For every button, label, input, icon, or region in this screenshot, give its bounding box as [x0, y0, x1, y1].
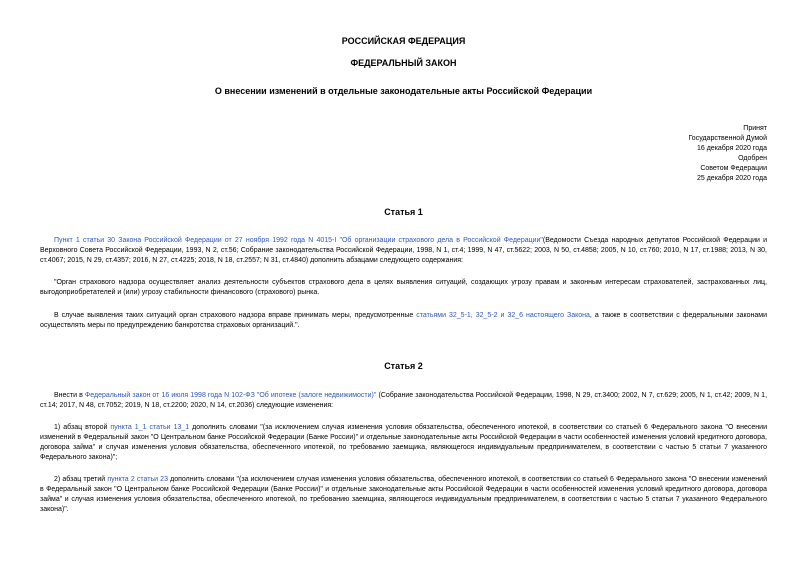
paragraph-text: , а также в соответствии с федеральными законами осуществлять меры по предупреждению банкротства страховых организаций.". — [40, 312, 767, 329]
clause-reference-link[interactable]: пункта 1_1 статьи 13_1 — [110, 424, 190, 431]
clause-reference-link[interactable]: пункта 2 статьи 23 — [107, 476, 168, 483]
adoption-line: 16 декабря 2020 года — [696, 145, 767, 152]
paragraph-text: Внести в — [54, 392, 85, 399]
article-1-paragraph-1 — [40, 236, 767, 266]
paragraph-text: В случае выявления таких ситуаций орган страхового надзора вправе принимать меры, предусмотренные — [54, 312, 417, 319]
adoption-line: Одобрен — [738, 155, 767, 162]
adoption-line: 25 декабря 2020 года — [696, 175, 767, 182]
paragraph-text: (Ведомости Съезда народных депутатов Российской Федерации и Верховного Совета Российской Федерации, 1993, N 2, ст.56; Собрание законодательства Российской Федерации, 1998, N 1, ст.4; 1999, N 47, ст.5622; 2003, N 50, ст.4858; 2005, N 10, ст.760; 2010, N 17, ст.1988; 2013, N 30, ст.4067; 2015, N 29, ст.4357; 2016, N 27, ст.4225; 2018, N 18, ст.2557; N 31, ст.4840) дополнить абзацами следующего содержания: — [40, 237, 767, 264]
federal-law-link[interactable]: Федеральный закон от 16 июля 1998 года N 102-ФЗ "Об ипотеке (залоге недвижимости)" — [84, 392, 377, 399]
article-1-heading: Статья 1 — [384, 207, 423, 217]
country-heading: РОССИЙСКАЯ ФЕДЕРАЦИЯ — [341, 36, 466, 46]
law-reference-link[interactable]: Пункт 1 статьи 30 Закона Российской Федерации от 27 ноября 1992 года N 4015-I "Об организации страхового дела в Российской Федерации" — [54, 237, 543, 244]
adoption-block — [567, 124, 767, 184]
paragraph-text: дополнить словами "(за исключением случая изменения условия обязательства, обеспеченного ипотекой, в соответствии со статьей 6 Федерального закона "О внесении изменений в Федеральный закон "О Центральном банке Российской Федерации (Банке России)" и отдельные законодательные акты Российской Федерации в части особенностей изменения условий кредитного договора, договора займа" и случая изменения условия обязательства, обеспеченного ипотекой, по требованию заемщика, являющегося индивидуальным предпринимателем, в соответствии с частью 5 статьи 7 указанного Федерального закона)"; — [40, 424, 767, 461]
adoption-line: Принят — [743, 125, 767, 132]
article-2-paragraph-1 — [40, 391, 767, 411]
law-title: О внесении изменений в отдельные законодательные акты Российской Федерации — [214, 86, 593, 96]
article-2-paragraph-3 — [40, 475, 767, 515]
paragraph-text: 2) абзац третий — [54, 476, 108, 483]
paragraph-text: дополнить словами "(за исключением случая изменения условия обязательства, обеспеченного ипотекой, в соответствии со статьей 6 Федерального закона "О внесении изменений в Федеральный закон "О Центральном банке Российской Федерации (Банке России)" и отдельные законодательные акты Российской Федерации в части особенностей изменения условий кредитного договора, договора займа" и случая изменения условия обязательства, обеспеченного ипотекой, по требованию заемщика, являющегося индивидуальным предпринимателем, в соответствии с частью 5 статьи 7 указанного Федерального закона)". — [40, 476, 767, 513]
document-type-heading: ФЕДЕРАЛЬНЫЙ ЗАКОН — [350, 58, 457, 68]
paragraph-text: 1) абзац второй — [54, 424, 111, 431]
adoption-line: Государственной Думой — [688, 135, 767, 142]
paragraph-text: (Собрание законодательства Российской Федерации, 1998, N 29, ст.3400; 2002, N 7, ст.629; 2005, N 1, ст.42; 2009, N 1, ст.14; 2017, N 48, ст.7052; 2019, N 18, ст.2200; 2020, N 14, ст.2036) следующие изменения: — [40, 392, 768, 409]
article-2-paragraph-2 — [40, 423, 767, 463]
adoption-line: Советом Федерации — [700, 165, 767, 172]
article-1-paragraph-3 — [40, 311, 767, 331]
articles-reference-link[interactable]: статьями 32_5-1, 32_5-2 и 32_6 настоящего Закона — [416, 312, 590, 319]
article-1-paragraph-2: "Орган страхового надзора осуществляет анализ деятельности субъектов страхового дела в целях выявления ситуаций, создающих угрозу правам и законным интересам страхователей, застрахованных лиц, выгодоприобретателей и (или) угрозу стабильности финансового (страхового) рынка. — [40, 279, 767, 296]
article-2-heading: Статья 2 — [384, 361, 423, 371]
